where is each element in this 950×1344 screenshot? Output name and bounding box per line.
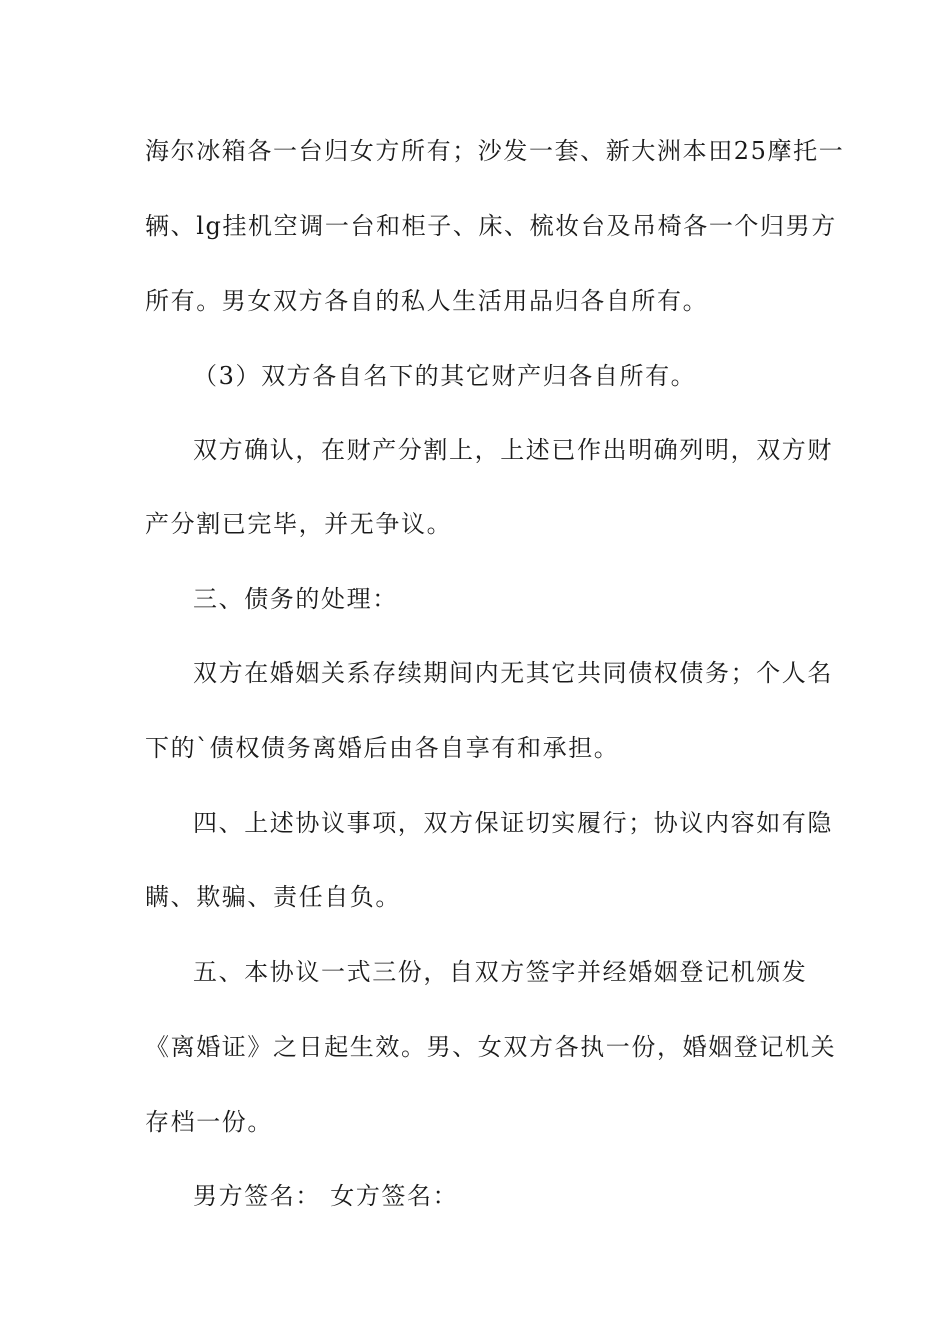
text-line-3: 所有。男女双方各自的私人生活用品归各自所有。 xyxy=(145,287,709,315)
text-line-13: 《离婚证》之日起生效。男、女双方各执一份，婚姻登记机关 xyxy=(145,1033,837,1061)
text-line-2: 辆、lg挂机空调一台和柜子、床、梳妆台及吊椅各一个归男方 xyxy=(145,212,837,240)
text-line-1: 海尔冰箱各一台归女方所有；沙发一套、新大洲本田25摩托一 xyxy=(145,137,845,165)
text-line-5: 双方确认，在财产分割上，上述已作出明确列明，双方财 xyxy=(193,436,833,464)
text-line-4: （3）双方各自名下的其它财产归各自所有。 xyxy=(193,362,697,390)
signature-line: 男方签名： 女方签名： xyxy=(193,1182,459,1210)
text-line-6: 产分割已完毕，并无争议。 xyxy=(145,510,453,538)
text-line-14: 存档一份。 xyxy=(145,1108,273,1136)
text-line-10: 四、上述协议事项，双方保证切实履行；协议内容如有隐 xyxy=(193,809,833,837)
text-line-9: 下的`债权债务离婚后由各自享有和承担。 xyxy=(145,734,620,762)
text-line-8: 双方在婚姻关系存续期间内无其它共同债权债务；个人名 xyxy=(193,659,833,687)
text-line-12: 五、本协议一式三份，自双方签字并经婚姻登记机颁发 xyxy=(193,958,808,986)
text-line-11: 瞒、欺骗、责任自负。 xyxy=(145,883,401,911)
section-heading-debts: 三、债务的处理： xyxy=(193,585,398,613)
